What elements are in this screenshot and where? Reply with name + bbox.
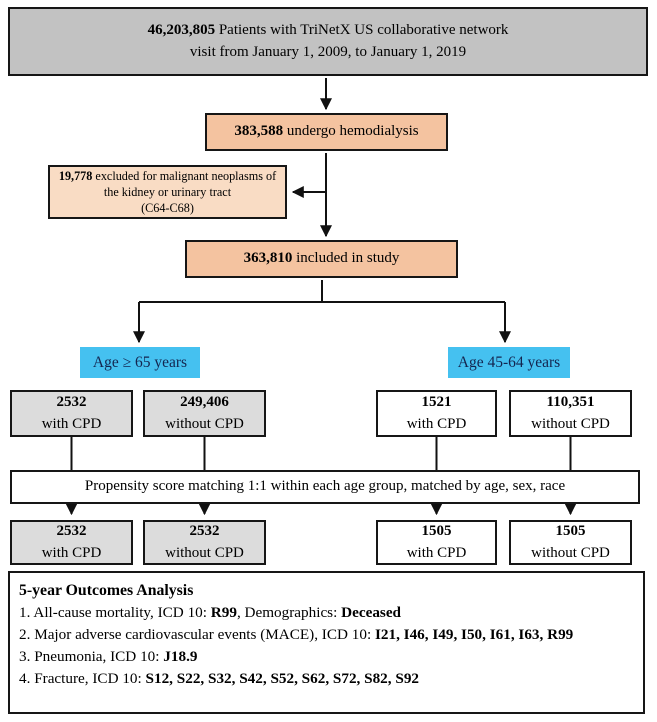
- cohort-label: with CPD: [41, 415, 102, 432]
- cohort-box-age4564-without-cpd: [509, 390, 632, 437]
- outcome-code: R99: [210, 604, 237, 621]
- outcome-code: I21, I46, I49, I50, I61, I63, R99: [374, 626, 574, 643]
- cohort-label: without CPD: [165, 415, 244, 432]
- cohort-box-age4564-with-cpd: [376, 390, 497, 437]
- cohort-label: with CPD: [406, 544, 467, 561]
- propensity-matching-box: [10, 470, 640, 504]
- cohort-label: with CPD: [41, 544, 102, 561]
- cohort-label: without CPD: [531, 544, 610, 561]
- cohort-count: 1505: [555, 522, 586, 539]
- cohort-count: 1521: [421, 393, 452, 410]
- cohort-label: without CPD: [531, 415, 610, 432]
- cohort-count: 1505: [421, 522, 452, 539]
- outcomes-analysis-box: [8, 571, 645, 714]
- exclusion-text: 19,778 excluded for malignant neoplasms of the kidney or urinary tract (C64-C68): [58, 168, 277, 216]
- included-in-study-box: [185, 240, 458, 278]
- outcome-text: 1. All-cause mortality, ICD 10:: [19, 604, 211, 621]
- exclusion-box: [48, 165, 287, 219]
- age-65-plus-label: [80, 347, 200, 378]
- outcome-text: 2. Major adverse cardiovascular events (MACE), ICD 10:: [19, 626, 375, 643]
- cohort-label: without CPD: [165, 544, 244, 561]
- matched-box-age65-without-cpd: [143, 520, 266, 565]
- outcome-item-mortality: [19, 602, 633, 624]
- study-population-box: [8, 7, 648, 76]
- cohort-count: 2532: [56, 393, 87, 410]
- age-45-64-label: [448, 347, 570, 378]
- cohort-count: 2532: [189, 522, 220, 539]
- cohort-count: 110,351: [546, 393, 595, 410]
- cohort-box-age65-with-cpd: [10, 390, 133, 437]
- matched-box-age4564-without-cpd: [509, 520, 632, 565]
- study-population-text: 46,203,805 Patients with TriNetX US collaborative network visit from January 1, 2009, to January 1, 2019: [147, 21, 509, 60]
- outcome-code: S12, S22, S32, S42, S52, S62, S72, S82, S92: [145, 670, 420, 687]
- included-text: 363,810 included in study: [243, 250, 400, 267]
- outcome-text: 3. Pneumonia, ICD 10:: [19, 648, 164, 665]
- age-45-64-text: Age 45-64 years: [457, 353, 561, 371]
- cohort-label: with CPD: [406, 415, 467, 432]
- outcome-code: J18.9: [163, 648, 198, 665]
- matched-box-age65-with-cpd: [10, 520, 133, 565]
- cohort-count: 249,406: [180, 393, 229, 410]
- hemodialysis-text: 383,588 undergo hemodialysis: [234, 123, 419, 140]
- outcome-item-pneumonia: [19, 646, 633, 668]
- outcome-text: , Demographics:: [236, 604, 342, 621]
- cohort-box-age65-without-cpd: [143, 390, 266, 437]
- age-65-plus-text: Age ≥ 65 years: [92, 353, 188, 371]
- hemodialysis-box: [205, 113, 448, 151]
- outcome-text: 4. Fracture, ICD 10:: [19, 670, 146, 687]
- propensity-matching-text: Propensity score matching 1:1 within each age group, matched by age, sex, race: [84, 478, 566, 495]
- matched-box-age4564-with-cpd: [376, 520, 497, 565]
- cohort-count: 2532: [56, 522, 87, 539]
- outcomes-title: 5-year Outcomes Analysis: [19, 582, 194, 599]
- outcome-item-mace: [19, 624, 633, 646]
- outcome-item-fracture: [19, 668, 633, 690]
- outcome-code: Deceased: [341, 604, 402, 621]
